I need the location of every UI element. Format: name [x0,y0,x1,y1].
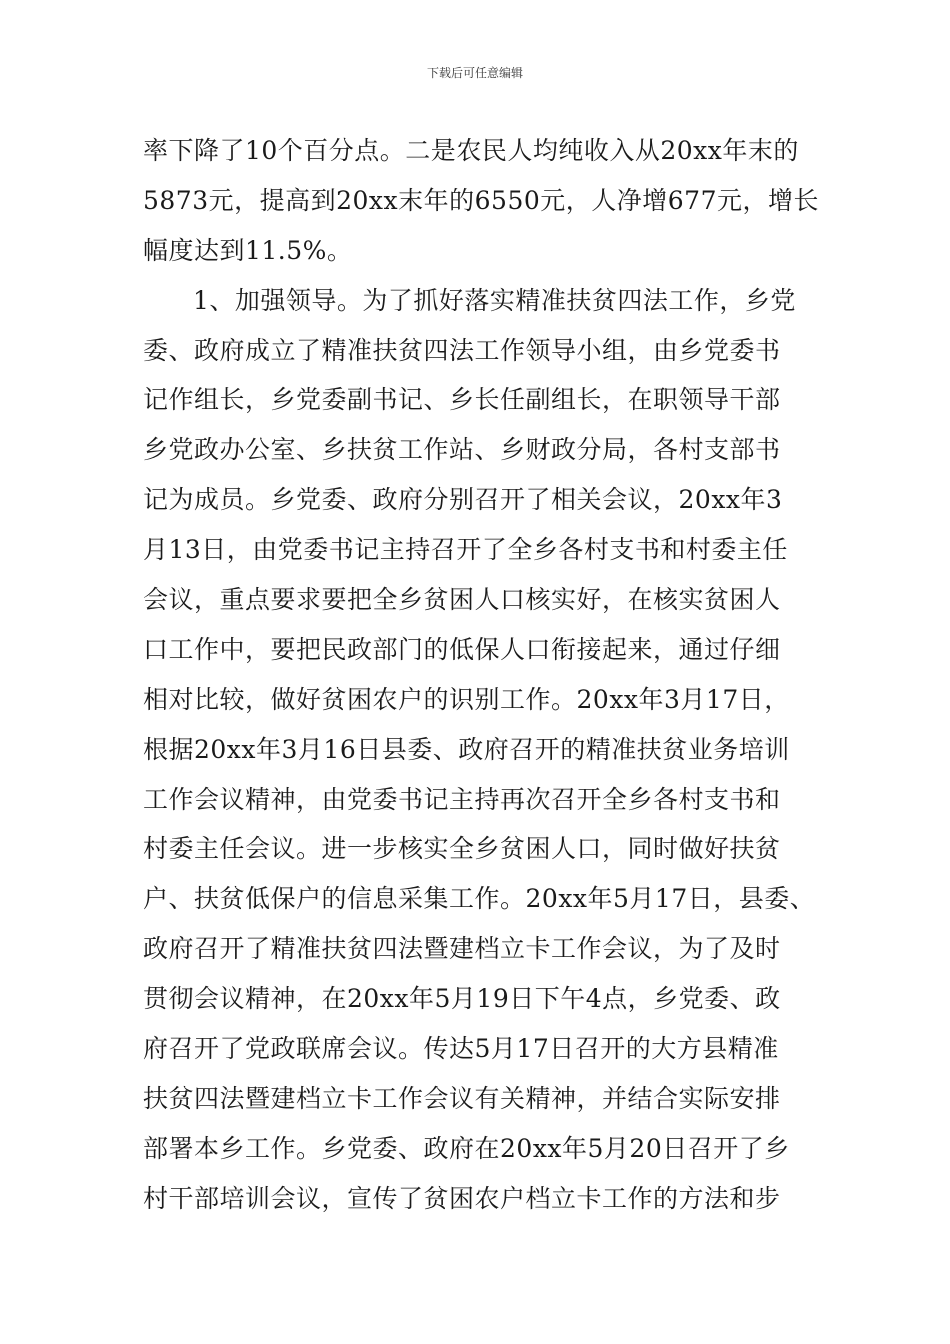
text-line: 户、扶贫低保户的信息采集工作。20xx年5月17日，县委、 [143,884,816,914]
text-line: 5873元，提高到20xx末年的6550元，人净增677元，增长 [143,185,819,215]
text-line: 口工作中，要把民政部门的低保人口衔接起来，通过仔细 [143,634,781,664]
text-line: 幅度达到11.5%。 [143,235,353,265]
text-line: 月13日，由党委书记主持召开了全乡各村支书和村委主任 [143,535,788,565]
text-line: 相对比较，做好贫困农户的识别工作。20xx年3月17日， [143,684,790,714]
text-line: 扶贫四法暨建档立卡工作会议有关精神，并结合实际安排 [143,1083,781,1113]
text-line: 贯彻会议精神，在20xx年5月19日下午4点，乡党委、政 [143,984,781,1014]
text-line: 部署本乡工作。乡党委、政府在20xx年5月20日召开了乡 [143,1133,790,1163]
text-line: 记为成员。乡党委、政府分别召开了相关会议，20xx年3 [143,485,783,515]
text-line: 1、加强领导。为了抓好落实精准扶贫四法工作，乡党 [193,285,796,315]
text-line: 乡党政办公室、乡扶贫工作站、乡财政分局，各村支部书 [143,435,781,465]
text-line: 率下降了10个百分点。二是农民人均纯收入从20xx年末的 [143,136,799,165]
text-line: 村干部培训会议，宣传了贫困农户档立卡工作的方法和步 [143,1183,781,1213]
text-line: 记作组长，乡党委副书记、乡长任副组长，在职领导干部 [143,385,781,415]
text-line: 府召开了党政联席会议。传达5月17日召开的大方县精准 [143,1034,779,1064]
text-line: 会议，重点要求要把全乡贫困人口核实好，在核实贫困人 [143,585,781,615]
page-header: 下载后可任意编辑 [426,66,523,80]
document-body [143,126,823,1224]
text-line: 村委主任会议。进一步核实全乡贫困人口，同时做好扶贫 [143,834,781,864]
text-line: 工作会议精神，由党委书记主持再次召开全乡各村支书和 [143,784,781,814]
text-line: 委、政府成立了精准扶贫四法工作领导小组，由乡党委书 [143,335,781,365]
text-line: 根据20xx年3月16日县委、政府召开的精准扶贫业务培训 [143,734,790,764]
paragraph [143,276,823,1224]
paragraph [143,126,823,276]
text-line: 政府召开了精准扶贫四法暨建档立卡工作会议，为了及时 [143,934,781,964]
